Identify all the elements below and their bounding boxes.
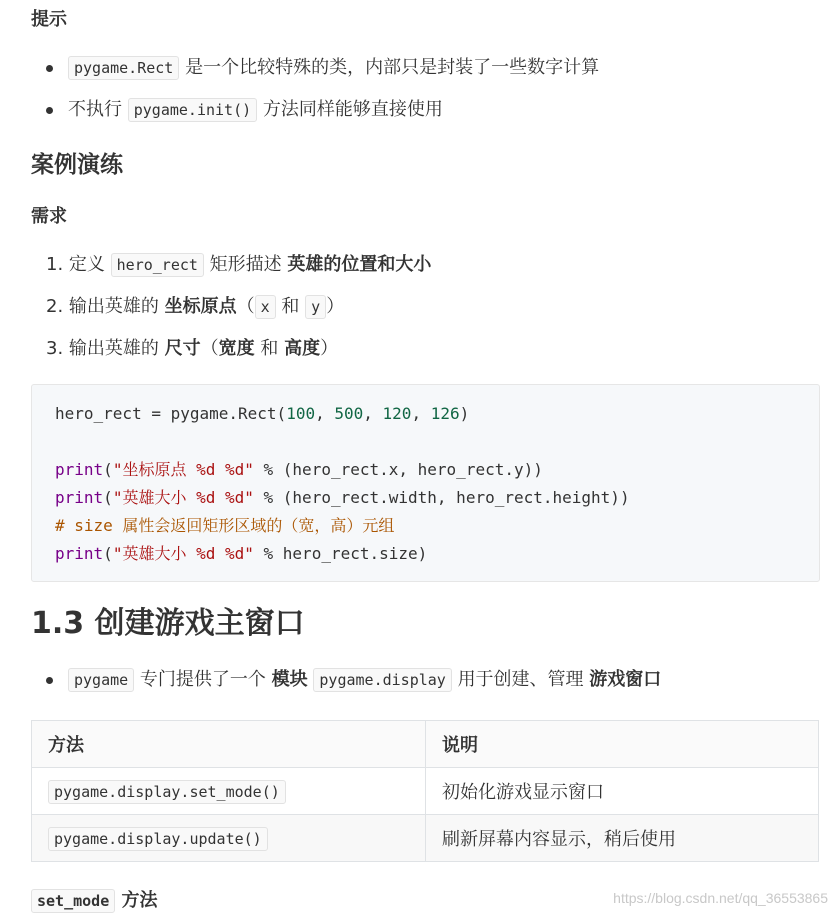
case-heading: 案例演练 (31, 152, 123, 178)
code-text: ) (459, 404, 470, 423)
tip-bullet-post: 方法同样能够直接使用 (262, 99, 443, 120)
req-text: （ (236, 296, 255, 317)
requirement-heading: 需求 (31, 206, 67, 227)
bullet-text: 用于创建、管理 (457, 669, 584, 690)
code-string: "英雄大小 %d %d" (112, 488, 254, 507)
code-text: % hero_rect.size) (253, 544, 428, 563)
bullet-bold: 游戏窗口 (589, 669, 662, 690)
code-keyword: print (55, 460, 104, 479)
req-text: （ (200, 338, 219, 359)
table-cell: 初始化游戏显示窗口 (426, 768, 819, 815)
code-text: ( (103, 544, 113, 563)
bullet-dot (46, 677, 53, 684)
code-text: % (hero_rect.x, hero_rect.y)) (253, 460, 543, 479)
req-text: ） (320, 338, 339, 359)
code-text: hero_rect = pygame.Rect( (55, 404, 287, 423)
req-bold: 尺寸 (164, 338, 201, 359)
req-item-1 (46, 250, 431, 280)
bullet-dot (46, 65, 53, 72)
code-string: "英雄大小 %d %d" (112, 544, 254, 563)
code-line-5 (55, 515, 394, 537)
inline-code: pygame (68, 668, 134, 692)
req-text: 输出英雄的 (68, 338, 159, 359)
inline-code: set_mode (31, 889, 115, 913)
set-mode-heading (31, 886, 158, 916)
code-string: "坐标原点 %d %d" (112, 460, 254, 479)
code-line-1 (55, 403, 469, 425)
req-bold: 高度 (284, 338, 321, 359)
table-row (32, 815, 819, 862)
code-line-6 (55, 543, 427, 565)
code-text: , (411, 404, 431, 423)
inline-code: hero_rect (111, 253, 204, 277)
section-heading: 1.3 创建游戏主窗口 (31, 606, 305, 641)
inline-code: x (255, 295, 276, 319)
code-text: % (hero_rect.width, hero_rect.height)) (253, 488, 630, 507)
table-cell (32, 768, 426, 815)
list-number: 3. (46, 338, 64, 359)
code-number: 120 (382, 404, 412, 423)
tip-bullet-2 (68, 95, 443, 125)
code-keyword: print (55, 544, 104, 563)
code-line-4 (55, 487, 630, 509)
display-bullet (68, 665, 661, 695)
heading-text: 方法 (121, 890, 158, 911)
inline-code: pygame.init() (128, 98, 257, 122)
tip-bullet-text: 是一个比较特殊的类，内部只是封装了一些数字计算 (185, 57, 600, 78)
req-text: ） (326, 296, 345, 317)
code-block[interactable] (31, 384, 820, 582)
req-bold: 坐标原点 (164, 296, 237, 317)
code-text: , (363, 404, 383, 423)
bullet-bold: 模块 (271, 669, 308, 690)
req-bold: 宽度 (218, 338, 255, 359)
code-number: 500 (334, 404, 364, 423)
table-header-row (32, 721, 819, 768)
code-line-3 (55, 459, 543, 481)
req-text: 输出英雄的 (68, 296, 159, 317)
inline-code: pygame.display.set_mode() (48, 780, 286, 804)
bullet-text: 专门提供了一个 (139, 669, 266, 690)
req-text: 定义 (68, 254, 105, 275)
table-header: 方法 (32, 721, 426, 768)
code-text: ( (103, 488, 113, 507)
table-header: 说明 (426, 721, 819, 768)
code-number: 126 (430, 404, 460, 423)
table-row (32, 768, 819, 815)
tip-heading: 提示 (31, 9, 67, 30)
table-cell: 刷新屏幕内容显示，稍后使用 (426, 815, 819, 862)
code-number: 100 (286, 404, 316, 423)
methods-table (31, 720, 819, 862)
watermark: https://blog.csdn.net/qq_36553865 (613, 890, 828, 906)
req-text: 和 (260, 338, 279, 359)
table-cell (32, 815, 426, 862)
req-bold: 英雄的位置和大小 (287, 254, 432, 275)
req-item-3 (46, 334, 338, 364)
req-text: 和 (281, 296, 300, 317)
code-text: , (315, 404, 335, 423)
list-number: 1. (46, 254, 64, 275)
tip-bullet-1 (68, 53, 599, 83)
list-number: 2. (46, 296, 64, 317)
code-keyword: print (55, 488, 104, 507)
inline-code: pygame.display.update() (48, 827, 268, 851)
inline-code: y (305, 295, 326, 319)
req-text: 矩形描述 (209, 254, 282, 275)
tip-bullet-pre: 不执行 (68, 99, 122, 120)
inline-code: pygame.Rect (68, 56, 179, 80)
bullet-dot (46, 107, 53, 114)
code-comment: # size 属性会返回矩形区域的（宽，高）元组 (55, 516, 395, 535)
code-text: ( (103, 460, 113, 479)
inline-code: pygame.display (313, 668, 451, 692)
req-item-2 (46, 292, 344, 322)
